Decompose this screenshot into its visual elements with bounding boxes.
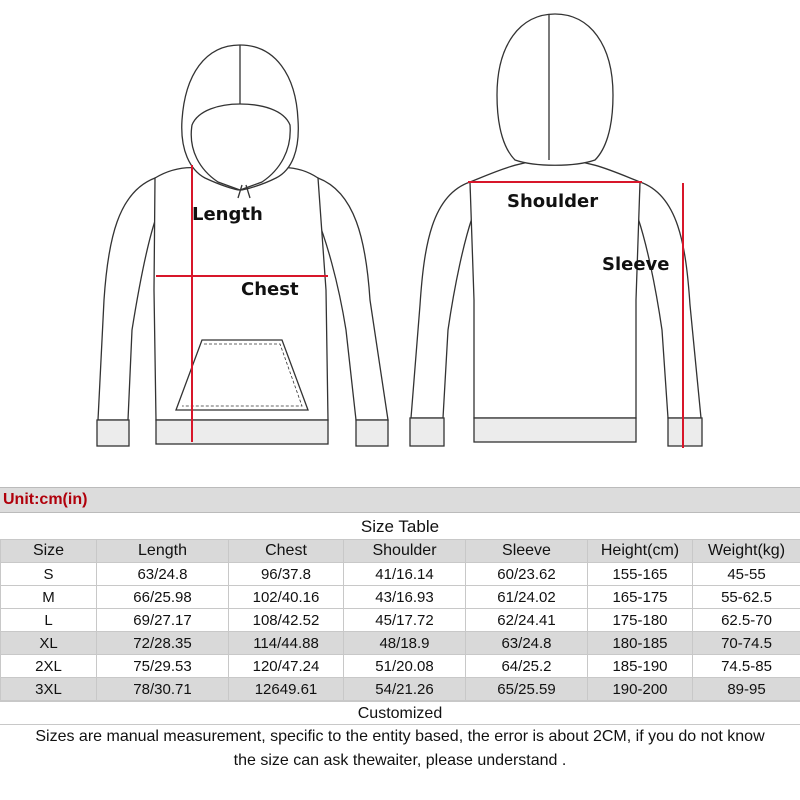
cell: 45-55 xyxy=(693,563,800,586)
cell: M xyxy=(1,586,97,609)
unit-label: Unit:cm(in) xyxy=(0,487,800,513)
cell: 75/29.53 xyxy=(97,655,229,678)
cell: 62/24.41 xyxy=(466,609,588,632)
header-size: Size xyxy=(1,540,97,563)
cell: 72/28.35 xyxy=(97,632,229,655)
table-row xyxy=(1,678,800,701)
hoodie-back-drawing xyxy=(410,14,702,446)
cell: 96/37.8 xyxy=(229,563,344,586)
hoodie-front-drawing xyxy=(97,45,388,446)
size-table-block xyxy=(0,487,800,773)
header-shoulder: Shoulder xyxy=(344,540,466,563)
length-label: Length xyxy=(192,204,263,225)
cell: 64/25.2 xyxy=(466,655,588,678)
cell: 65/25.59 xyxy=(466,678,588,701)
cell: 74.5-85 xyxy=(693,655,800,678)
chest-label: Chest xyxy=(241,279,299,300)
cell: 54/21.26 xyxy=(344,678,466,701)
cell: 3XL xyxy=(1,678,97,701)
table-row xyxy=(1,586,800,609)
cell: 78/30.71 xyxy=(97,678,229,701)
cell: 89-95 xyxy=(693,678,800,701)
cell: 190-200 xyxy=(588,678,693,701)
cell: 62.5-70 xyxy=(693,609,800,632)
table-row xyxy=(1,563,800,586)
cell: 60/23.62 xyxy=(466,563,588,586)
cell: 63/24.8 xyxy=(97,563,229,586)
cell: S xyxy=(1,563,97,586)
cell: 2XL xyxy=(1,655,97,678)
cell: 69/27.17 xyxy=(97,609,229,632)
cell: 165-175 xyxy=(588,586,693,609)
cell: 155-165 xyxy=(588,563,693,586)
cell: 114/44.88 xyxy=(229,632,344,655)
customized-note: Customized xyxy=(0,701,800,724)
shoulder-label: Shoulder xyxy=(507,191,599,212)
cell: 102/40.16 xyxy=(229,586,344,609)
cell: 108/42.52 xyxy=(229,609,344,632)
cell: 45/17.72 xyxy=(344,609,466,632)
cell: 12649.61 xyxy=(229,678,344,701)
cell: 120/47.24 xyxy=(229,655,344,678)
cell: 70-74.5 xyxy=(693,632,800,655)
header-chest: Chest xyxy=(229,540,344,563)
table-row xyxy=(1,655,800,678)
cell: 180-185 xyxy=(588,632,693,655)
size-table-title: Size Table xyxy=(360,517,440,536)
cell: L xyxy=(1,609,97,632)
cell: 51/20.08 xyxy=(344,655,466,678)
cell: 43/16.93 xyxy=(344,586,466,609)
cell: 63/24.8 xyxy=(466,632,588,655)
sleeve-label: Sleeve xyxy=(602,254,670,275)
header-sleeve: Sleeve xyxy=(466,540,588,563)
cell: 48/18.9 xyxy=(344,632,466,655)
cell: 55-62.5 xyxy=(693,586,800,609)
cell: 66/25.98 xyxy=(97,586,229,609)
cell: XL xyxy=(1,632,97,655)
header-weight: Weight(kg) xyxy=(693,540,800,563)
measurement-note-line2: the size can ask thewaiter, please understand . xyxy=(233,752,567,769)
table-row xyxy=(1,632,800,655)
cell: 41/16.14 xyxy=(344,563,466,586)
table-header-row xyxy=(1,540,800,563)
header-height: Height(cm) xyxy=(588,540,693,563)
cell: 185-190 xyxy=(588,655,693,678)
table-row xyxy=(1,609,800,632)
header-length: Length xyxy=(97,540,229,563)
cell: 175-180 xyxy=(588,609,693,632)
size-table xyxy=(0,539,800,701)
cell: 61/24.02 xyxy=(466,586,588,609)
measurement-note-line1: Sizes are manual measurement, specific to the entity based, the error is about 2CM, if you do not know xyxy=(0,724,800,749)
